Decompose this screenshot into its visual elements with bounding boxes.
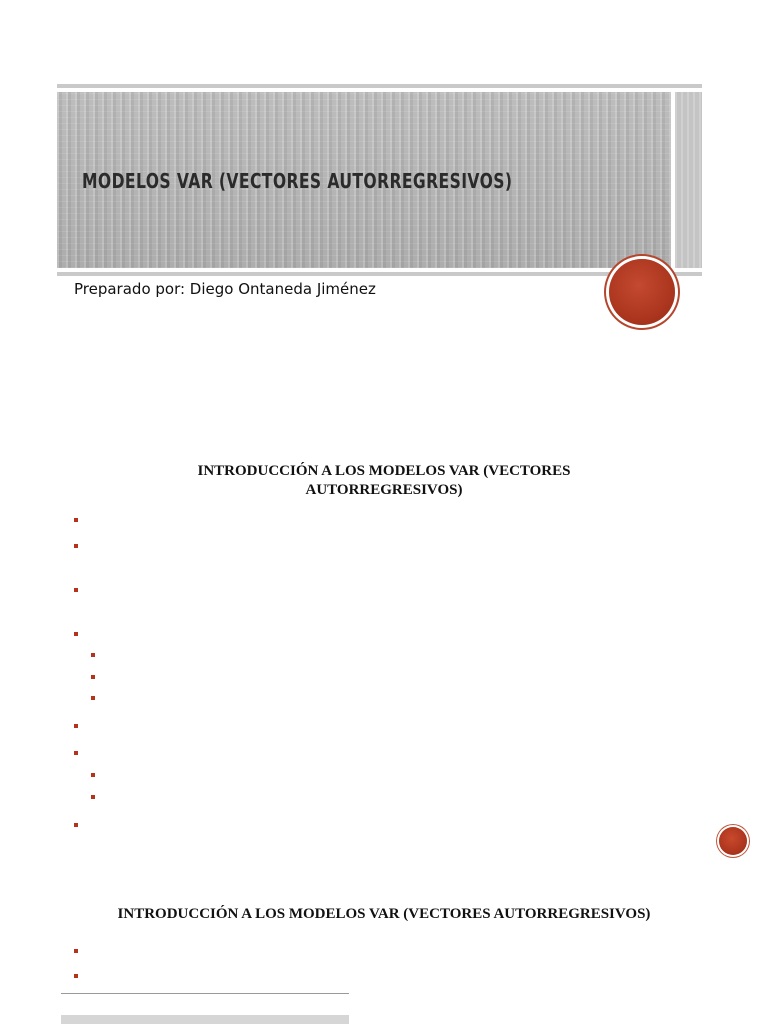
bullet-marker bbox=[74, 724, 78, 728]
title-band-side-panel bbox=[675, 92, 702, 268]
sub-bullet-marker bbox=[91, 653, 95, 657]
bullet-marker bbox=[74, 518, 78, 522]
title-band-top-rule bbox=[57, 84, 702, 88]
bullet-marker bbox=[74, 751, 78, 755]
bullet-marker bbox=[74, 823, 78, 827]
sub-bullet-marker bbox=[91, 773, 95, 777]
decorative-circle-small bbox=[719, 827, 747, 855]
bullet-marker bbox=[74, 632, 78, 636]
author-line: Preparado por: Diego Ontaneda Jiménez bbox=[74, 280, 376, 298]
bullet-marker bbox=[74, 974, 78, 978]
sub-bullet-marker bbox=[91, 696, 95, 700]
title-band bbox=[57, 84, 702, 276]
bullet-marker bbox=[74, 949, 78, 953]
footer-divider bbox=[61, 993, 349, 994]
decorative-circle-large bbox=[609, 259, 675, 325]
bullet-marker bbox=[74, 588, 78, 592]
title-band-bottom-rule bbox=[57, 272, 702, 276]
section-heading-intro: INTRODUCCIÓN A LOS MODELOS VAR (VECTORES AUTORREGRESIVOS) bbox=[197, 463, 571, 498]
bullet-marker bbox=[74, 544, 78, 548]
sub-bullet-marker bbox=[91, 795, 95, 799]
section-heading-intro-2: INTRODUCCIÓN A LOS MODELOS VAR (VECTORES AUTORREGRESIVOS) bbox=[117, 906, 651, 922]
slide-title: MODELOS VAR (VECTORES AUTORREGRESIVOS) bbox=[82, 169, 513, 193]
sub-bullet-marker bbox=[91, 675, 95, 679]
footer-bar bbox=[61, 1015, 349, 1024]
